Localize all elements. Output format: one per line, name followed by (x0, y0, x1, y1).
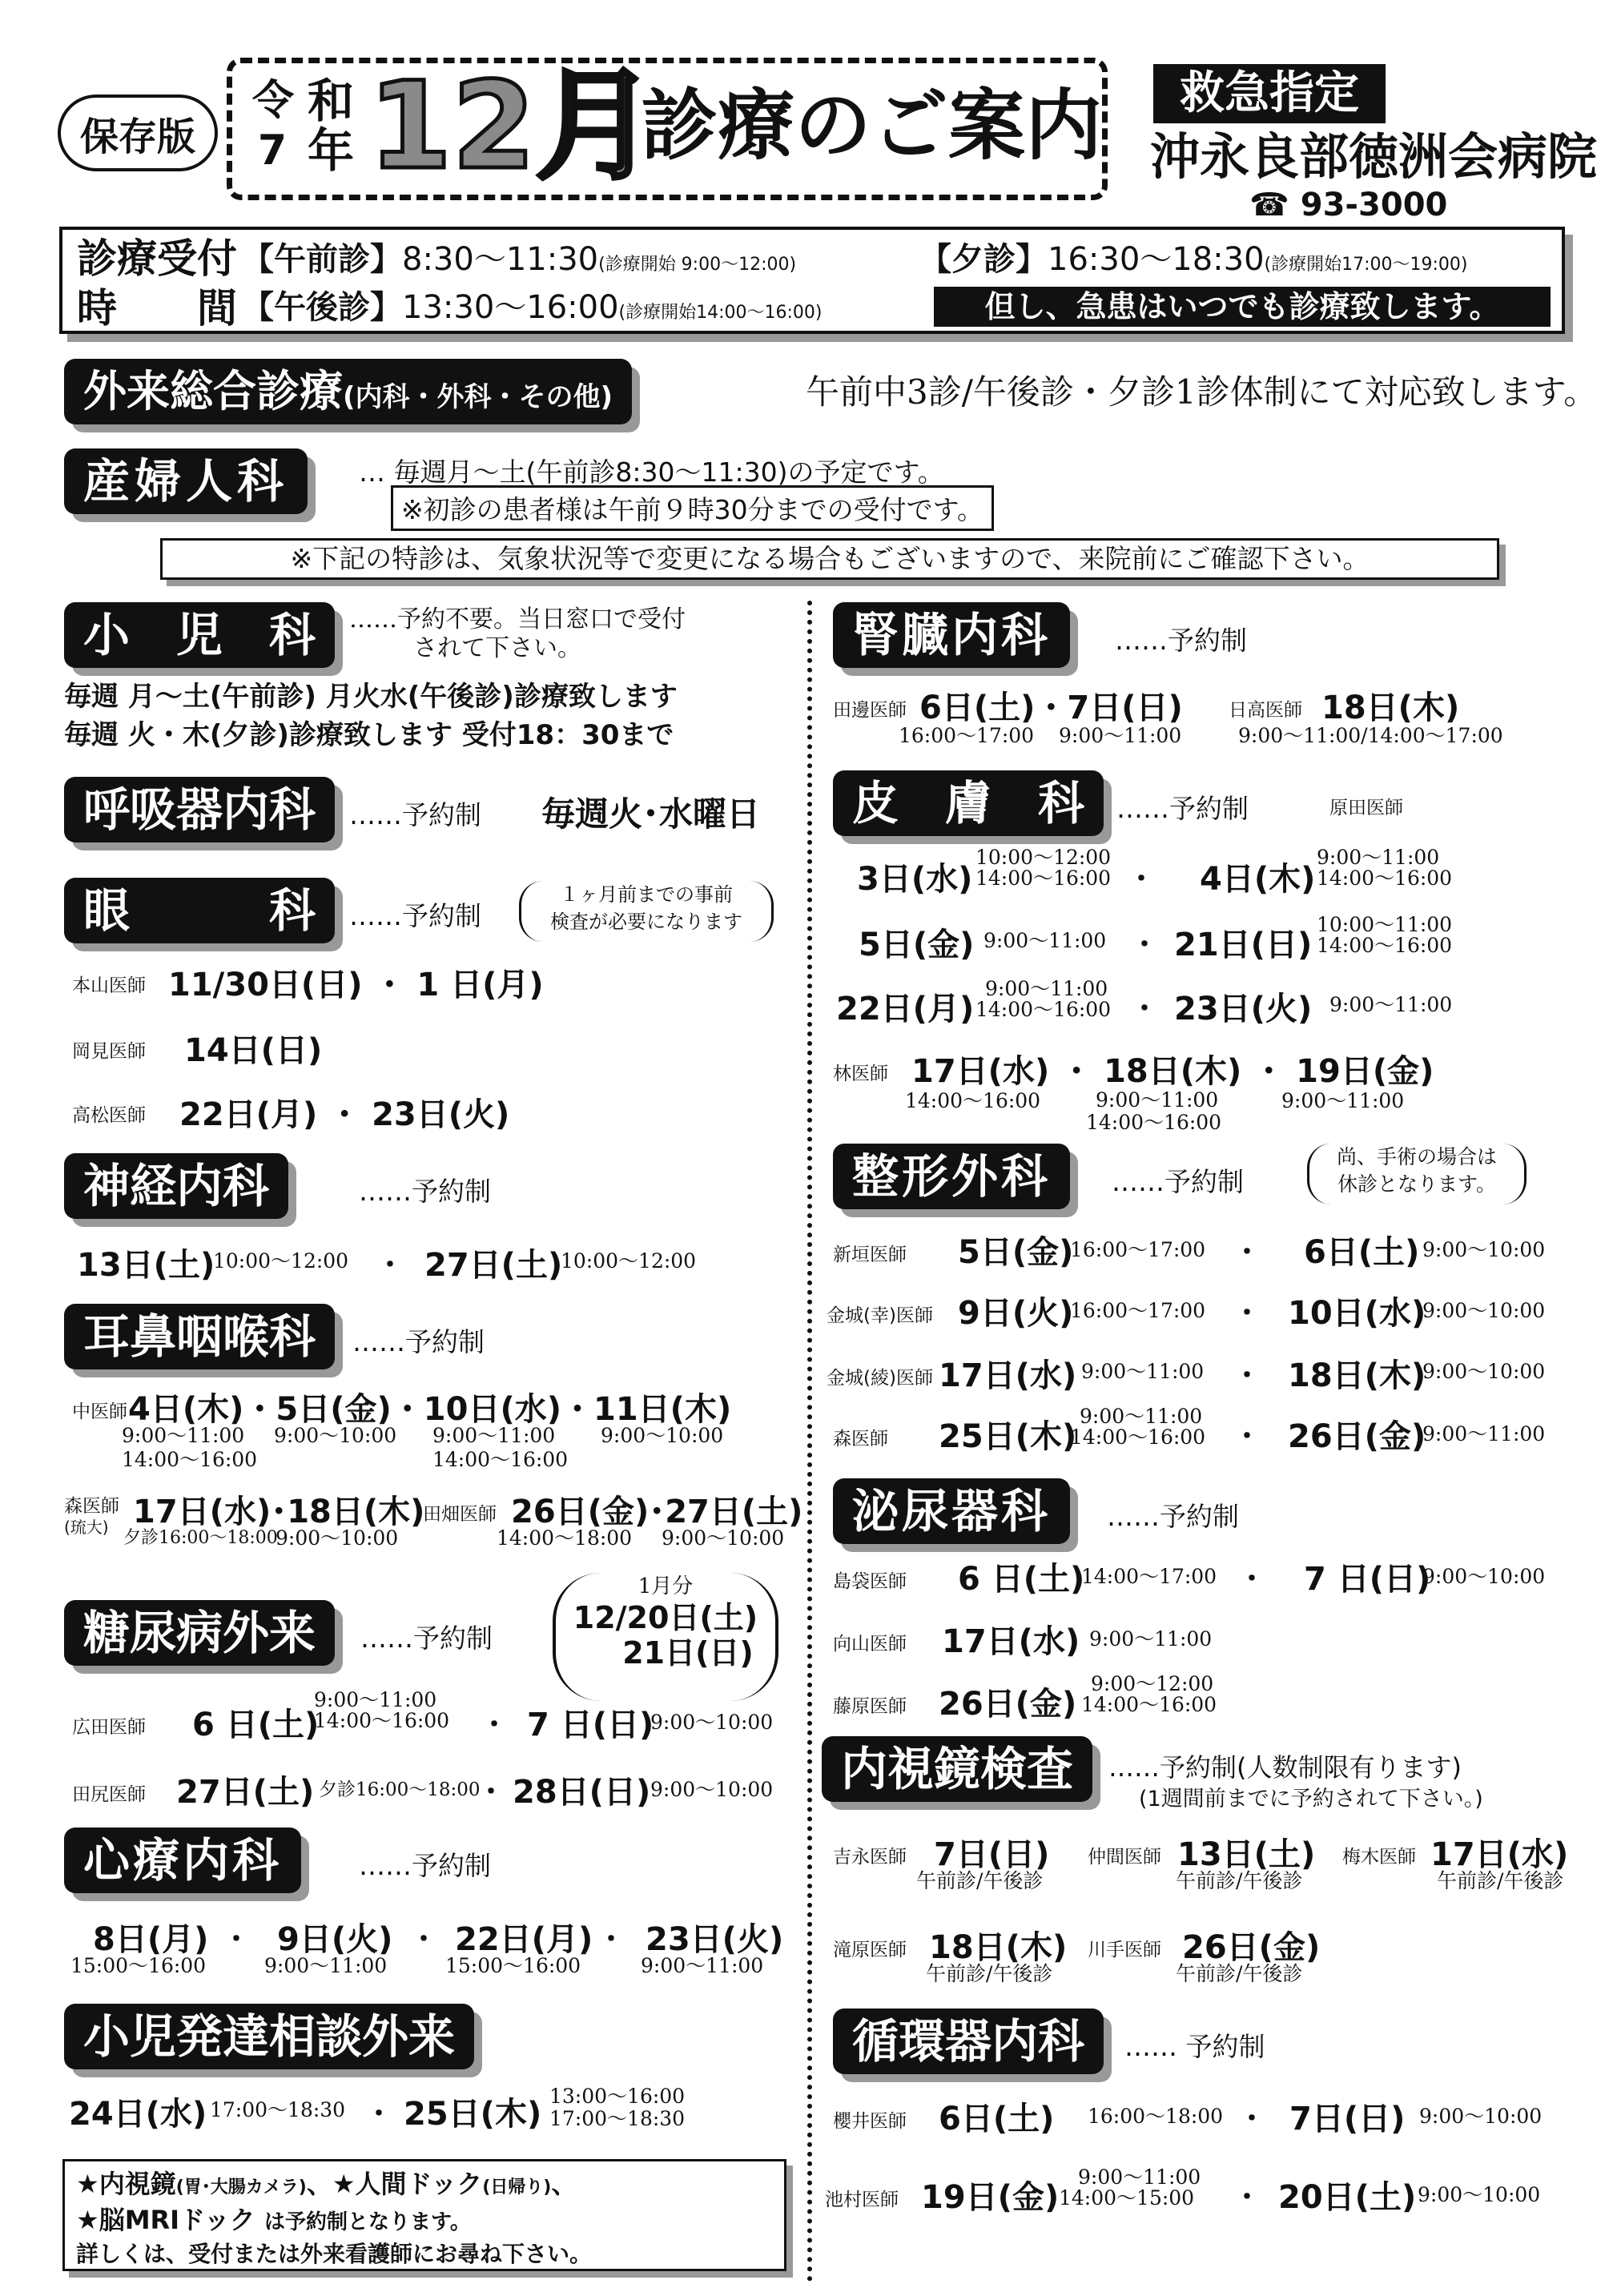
cardio-time-2b: 9:00～10:00 (1418, 2183, 1541, 2206)
separator-dot: ・ (1233, 1236, 1261, 1269)
urology-doctor-2: 向山医師 (833, 1634, 907, 1655)
page-title: 診療のご案内 (641, 81, 1102, 171)
urology-label: 泌尿器科 (833, 1478, 1070, 1544)
diabetes-time-1b: 9:00～10:00 (650, 1711, 774, 1734)
ortho-time-1a: 16:00～17:00 (1070, 1238, 1206, 1261)
phone-icon: ☎ (1249, 187, 1289, 223)
derm-time-r4a: 14:00～16:00 (905, 1089, 1041, 1112)
nephro-time-1b: 9:00～11:00 (1059, 724, 1182, 747)
ortho-label: 整形外科 (833, 1144, 1070, 1209)
separator-dot: ・ (1233, 1360, 1261, 1392)
ent-dates-2: 17日(水)･18日(木) (133, 1494, 425, 1530)
ent-dates-3: 26日(金)･27日(土) (511, 1494, 803, 1530)
ortho-date-4a: 25日(木) (939, 1418, 1077, 1455)
derm-time-r1b: 9:00～11:00 14:00～16:00 (1317, 846, 1453, 890)
derm-time-r2b: 10:00～11:00 14:00～16:00 (1317, 913, 1453, 957)
pediatrics-note: ……予約不要。当日窓口で受付 されて下さい。 (349, 605, 686, 662)
endoscopy-time-5: 午前診/午後診 (1176, 1962, 1303, 1985)
ent-time-1a: 9:00～11:00 14:00～16:00 (122, 1424, 258, 1471)
ent-time-2b: 9:00～10:00 (276, 1526, 399, 1550)
ortho-date-1a: 5日(金) (958, 1234, 1074, 1271)
ortho-date-3b: 18日(木) (1288, 1357, 1426, 1394)
ortho-doctor-2: 金城(幸)医師 (827, 1305, 933, 1326)
reception-pm: 【午後診】13:30～16:00(診療開始14:00～16:00) (242, 289, 823, 326)
separator-dot: ・ (1233, 1421, 1261, 1453)
derm-time-r1a: 10:00～12:00 14:00～16:00 (975, 846, 1112, 890)
reception-am: 【午前診】8:30～11:30(診療開始 9:00～12:00) (242, 241, 797, 278)
separator-dot: ・ (1233, 1297, 1261, 1329)
diabetes-doctor-1: 広田医師 (72, 1717, 146, 1738)
separator-dot: ・ (1128, 863, 1155, 895)
ortho-date-2a: 9日(火) (958, 1295, 1074, 1332)
urology-time-1a: 14:00～17:00 (1081, 1565, 1217, 1588)
urology-note: ……予約制 (1107, 1501, 1239, 1532)
column-divider (807, 601, 812, 2282)
ortho-time-2a: 16:00～17:00 (1070, 1299, 1206, 1322)
derm-doctor-2: 林医師 (833, 1064, 888, 1084)
general-note: 午前中3診/午後診・夕診1診体制にて対応致します。 (806, 372, 1598, 412)
neuro-note: ……予約制 (359, 1176, 491, 1207)
ortho-date-4b: 26日(金) (1288, 1418, 1426, 1455)
neuro-date-1: 13日(土) (77, 1247, 215, 1284)
ortho-paren: 尚、手術の場合は 休診となります。 (1307, 1144, 1526, 1204)
ortho-date-3a: 17日(水) (939, 1357, 1077, 1394)
separator-dot: ・ (376, 1249, 404, 1281)
cardio-time-1b: 9:00～10:00 (1419, 2105, 1543, 2128)
cardio-label: 循環器内科 (833, 2008, 1104, 2074)
eye-doctor-2: 岡見医師 (72, 1041, 146, 1062)
derm-time-r4b: 9:00～11:00 14:00～16:00 (1086, 1088, 1222, 1134)
child-dev-date-1: 24日(水) (69, 2096, 207, 2133)
urology-date-1b: 7 日(日) (1304, 1561, 1431, 1598)
neuro-time-2: 10:00～12:00 (561, 1249, 697, 1273)
reception-evening: 【夕診】16:30～18:30(診療開始17:00～19:00) (919, 241, 1468, 278)
ortho-time-3b: 9:00～10:00 (1422, 1360, 1546, 1383)
psych-date-1: 8日(月) (93, 1921, 209, 1958)
cardio-date-1a: 6日(土) (939, 2101, 1055, 2137)
eye-dates-2: 14日(日) (184, 1032, 323, 1069)
pediatrics-label: 小 児 科 (64, 602, 335, 668)
separator-dot: ・ (1131, 929, 1158, 961)
derm-time-r2a: 9:00～11:00 (983, 929, 1107, 952)
respiratory-note: ……予約制 (349, 799, 481, 830)
kyukyu-badge: 救急指定 (1153, 64, 1386, 123)
eye-doctor-3: 高松医師 (72, 1105, 146, 1126)
era-label: 令 7 (252, 77, 295, 175)
diabetes-time-1a: 9:00～11:00 14:00～16:00 (314, 1688, 450, 1732)
derm-time-r4c: 9:00～11:00 (1281, 1089, 1405, 1112)
ortho-time-4b: 9:00～11:00 (1422, 1422, 1546, 1446)
ent-time-2a: 夕診16:00～18:00 (123, 1528, 278, 1548)
urology-date-2: 17日(水) (942, 1623, 1080, 1660)
diabetes-doctor-2: 田尻医師 (72, 1784, 146, 1805)
urology-time-1b: 9:00～10:00 (1422, 1565, 1546, 1588)
psych-note: ……予約制 (359, 1850, 491, 1881)
endoscopy-doctor-4: 滝原医師 (833, 1940, 907, 1960)
ent-time-3b: 9:00～10:00 (662, 1526, 785, 1550)
separator-dot: ・ (481, 1709, 508, 1741)
endoscopy-doctor-1: 吉永医師 (833, 1847, 907, 1868)
ent-dates-1: 4日(木)・5日(金)・10日(水)・11日(木) (128, 1391, 732, 1428)
ent-note: ……予約制 (352, 1326, 485, 1357)
hozon-badge (58, 94, 218, 171)
obgyn-box: ※初診の患者様は午前９時30分までの受付です。 (391, 485, 994, 531)
obgyn-label: 産婦人科 (64, 448, 308, 514)
separator-dot: ・ (1238, 1563, 1265, 1595)
psych-time-2: 9:00～11:00 (264, 1954, 388, 1977)
derm-doctor: 原田医師 (1329, 798, 1403, 818)
urology-time-3: 9:00～12:00 14:00～16:00 (1081, 1672, 1217, 1716)
separator-dot: ・ (410, 1924, 437, 1956)
urology-time-2: 9:00～11:00 (1089, 1627, 1213, 1651)
ortho-time-2b: 9:00～10:00 (1422, 1299, 1546, 1322)
respiratory-label: 呼吸器内科 (64, 777, 335, 842)
ortho-time-1b: 9:00～10:00 (1422, 1238, 1546, 1261)
cardio-time-2a: 9:00～11:00 14:00～15:00 (1059, 2165, 1201, 2210)
separator-dot: ・ (1238, 2103, 1265, 2135)
pediatrics-line-2: 毎週 火・木(夕診)診療致します 受付18：30まで (64, 719, 674, 751)
cardio-time-1a: 16:00～18:00 (1088, 2105, 1224, 2128)
month-number: 12月 (368, 57, 656, 196)
endoscopy-time-1: 午前診/午後診 (916, 1869, 1044, 1892)
eye-note: ……予約制 (349, 900, 481, 931)
ent-time-1b: 9:00～10:00 (274, 1424, 397, 1447)
derm-time-r3a: 9:00～11:00 14:00～16:00 (975, 977, 1112, 1021)
diabetes-label: 糖尿病外来 (64, 1600, 335, 1666)
ortho-doctor-4: 森医師 (833, 1429, 888, 1450)
endoscopy-time-4: 午前診/午後診 (926, 1962, 1053, 1985)
psych-date-2: 9日(火) (277, 1921, 393, 1958)
ent-time-1d: 9:00～10:00 (601, 1424, 724, 1447)
psych-date-3: 22日(月) (455, 1921, 593, 1958)
neuro-date-2: 27日(土) (424, 1247, 563, 1284)
endoscopy-time-3: 午前診/午後診 (1437, 1869, 1564, 1892)
cardio-date-2a: 19日(金) (921, 2179, 1060, 2216)
child-dev-date-2: 25日(木) (404, 2096, 542, 2133)
derm-date-r3b: 23日(火) (1174, 991, 1313, 1027)
diabetes-time-2a: 夕診16:00～18:00 (319, 1779, 481, 1800)
ent-doctor-2: 森医師 (琉大) (64, 1496, 119, 1537)
eye-label: 眼 科 (64, 878, 335, 943)
diabetes-time-2b: 9:00～10:00 (650, 1778, 774, 1801)
reception-label-2: 時 間 (77, 285, 237, 332)
nephro-time-2: 9:00～11:00/14:00～17:00 (1238, 724, 1503, 747)
endoscopy-note-2: (1週間前までに予約されて下さい。) (1139, 1787, 1483, 1811)
nephro-date-2: 18日(木) (1321, 690, 1460, 726)
ent-label: 耳鼻咽喉科 (64, 1304, 335, 1369)
diabetes-note: ……予約制 (360, 1622, 493, 1654)
separator-dot: ・ (1131, 993, 1158, 1025)
derm-dates-r4: 17日(水) ・ 18日(木) ・ 19日(金) (911, 1053, 1434, 1090)
psych-label: 心療内科 (64, 1828, 301, 1893)
derm-label: 皮 膚 科 (833, 770, 1104, 836)
ortho-time-3a: 9:00～11:00 (1081, 1360, 1205, 1383)
nephro-label: 腎臓内科 (833, 602, 1070, 668)
phone: ☎ 93-3000 (1249, 187, 1448, 223)
neuro-label: 神経内科 (64, 1153, 288, 1219)
separator-dot: ・ (597, 1924, 625, 1956)
child-dev-time-2: 13:00～16:00 17:00～18:30 (549, 2085, 686, 2130)
nephro-doctor-2: 日高医師 (1229, 700, 1302, 721)
cardio-date-1b: 7日(日) (1289, 2101, 1406, 2137)
cardio-date-2b: 20日(土) (1278, 2179, 1417, 2216)
derm-note: ……予約制 (1116, 793, 1249, 824)
diabetes-date-1b: 7 日(日) (527, 1707, 654, 1743)
emergency-banner: 但し、急患はいつでも診療致します。 (934, 287, 1551, 327)
endoscopy-doctor-3: 梅木医師 (1342, 1847, 1416, 1868)
urology-doctor-3: 藤原医師 (833, 1696, 907, 1717)
ent-time-1c: 9:00～11:00 14:00～16:00 (432, 1424, 569, 1471)
urology-date-1a: 6 日(土) (958, 1561, 1085, 1598)
ortho-date-2b: 10日(水) (1288, 1295, 1426, 1332)
ortho-date-1b: 6日(土) (1304, 1234, 1420, 1271)
derm-time-r3b: 9:00～11:00 (1329, 993, 1453, 1016)
psych-time-1: 15:00～16:00 (70, 1954, 207, 1977)
ent-time-3a: 14:00～18:00 (497, 1526, 633, 1550)
derm-date-r1b: 4日(木) (1200, 861, 1316, 898)
separator-dot: ・ (1233, 2181, 1261, 2214)
neuro-time-1: 10:00～12:00 (213, 1249, 349, 1273)
endoscopy-date-4: 18日(木) (929, 1929, 1068, 1966)
cardio-doctor-1: 櫻井医師 (833, 2111, 907, 2132)
psych-time-4: 9:00～11:00 (641, 1954, 764, 1977)
endoscopy-doctor-2: 仲間医師 (1088, 1847, 1161, 1868)
diabetes-date-1a: 6 日(土) (192, 1707, 320, 1743)
cardio-doctor-2: 池村医師 (825, 2189, 899, 2210)
eye-paren: １ヶ月前までの事前 検査が必要になります (519, 881, 774, 942)
endoscopy-time-2: 午前診/午後診 (1176, 1869, 1303, 1892)
separator-dot: ・ (477, 1776, 505, 1808)
endoscopy-note: ……予約制(人数制限有ります) (1108, 1752, 1462, 1783)
nephro-dates-1: 6日(土)・7日(日) (919, 690, 1183, 726)
ortho-doctor-1: 新垣医師 (833, 1245, 907, 1265)
respiratory-days: 毎週火･水曜日 (541, 794, 761, 834)
info-box: ★内視鏡(胃･大腸カメラ)、★人間ドック(日帰り)、 ★脳MRIドック は予約制となります。 詳しくは、受付または外来看護師にお尋ね下さい。 (62, 2159, 786, 2271)
ortho-time-4a: 9:00～11:00 14:00～16:00 (1070, 1405, 1206, 1449)
hospital-name: 沖永良部徳洲会病院 (1150, 127, 1598, 186)
diabetes-date-2a: 27日(土) (176, 1774, 315, 1811)
ent-doctor-3: 田畑医師 (423, 1504, 497, 1525)
ortho-doctor-3: 金城(綾)医師 (827, 1368, 933, 1389)
psych-date-4: 23日(火) (646, 1921, 784, 1958)
child-dev-label: 小児発達相談外来 (64, 2004, 474, 2069)
psych-time-3: 15:00～16:00 (445, 1954, 581, 1977)
reception-label-1: 診療受付 (77, 235, 237, 282)
general-label: 外来総合診療(内科・外科・その他) (64, 359, 632, 424)
derm-date-r1a: 3日(水) (857, 861, 973, 898)
notice-box: ※下記の特診は、気象状況等で変更になる場合もございますので、来院前にご確認下さい。 (160, 538, 1499, 580)
endoscopy-label: 内視鏡検査 (822, 1736, 1092, 1802)
nephro-note: ……予約制 (1115, 625, 1247, 656)
urology-date-3: 26日(金) (939, 1686, 1077, 1723)
child-dev-time-1: 17:00～18:30 (210, 2098, 346, 2121)
endoscopy-date-3: 17日(水) (1430, 1836, 1569, 1873)
ent-doctor-1: 中医師 (72, 1401, 127, 1422)
eye-doctor-1: 本山医師 (72, 975, 146, 996)
endoscopy-date-1: 7日(日) (934, 1836, 1050, 1873)
derm-date-r2a: 5日(金) (859, 927, 975, 963)
separator-dot: ・ (223, 1924, 250, 1956)
endoscopy-doctor-5: 川手医師 (1088, 1940, 1161, 1960)
eye-dates-3: 22日(月) ・ 23日(火) (179, 1096, 510, 1133)
cardio-note: …… 予約制 (1124, 2031, 1265, 2062)
endoscopy-date-2: 13日(土) (1177, 1836, 1316, 1873)
endoscopy-date-5: 26日(金) (1182, 1929, 1321, 1966)
diabetes-date-2b: 28日(日) (513, 1774, 651, 1811)
separator-dot: ・ (365, 2098, 392, 2130)
ortho-note: ……予約制 (1112, 1166, 1244, 1197)
derm-date-r2b: 21日(日) (1174, 927, 1313, 963)
pediatrics-line-1: 毎週 月～土(午前診) 月火水(午後診)診療致します (64, 681, 678, 713)
nephro-time-1a: 16:00～17:00 (899, 724, 1035, 747)
nephro-doctor-1: 田邊医師 (833, 700, 907, 721)
eye-dates-1: 11/30日(日) ・ 1 日(月) (168, 967, 544, 1003)
hozon-text: 保存版 (79, 114, 195, 159)
obgyn-note: … 毎週月～土(午前診8:30～11:30)の予定です。 (359, 456, 944, 488)
urology-doctor-1: 島袋医師 (833, 1571, 907, 1592)
derm-date-r3a: 22日(月) (836, 991, 975, 1027)
era-label-2: 和 年 (307, 74, 354, 178)
diabetes-jan-paren: 1月分 12/20日(土) 21日(日) (553, 1573, 778, 1701)
